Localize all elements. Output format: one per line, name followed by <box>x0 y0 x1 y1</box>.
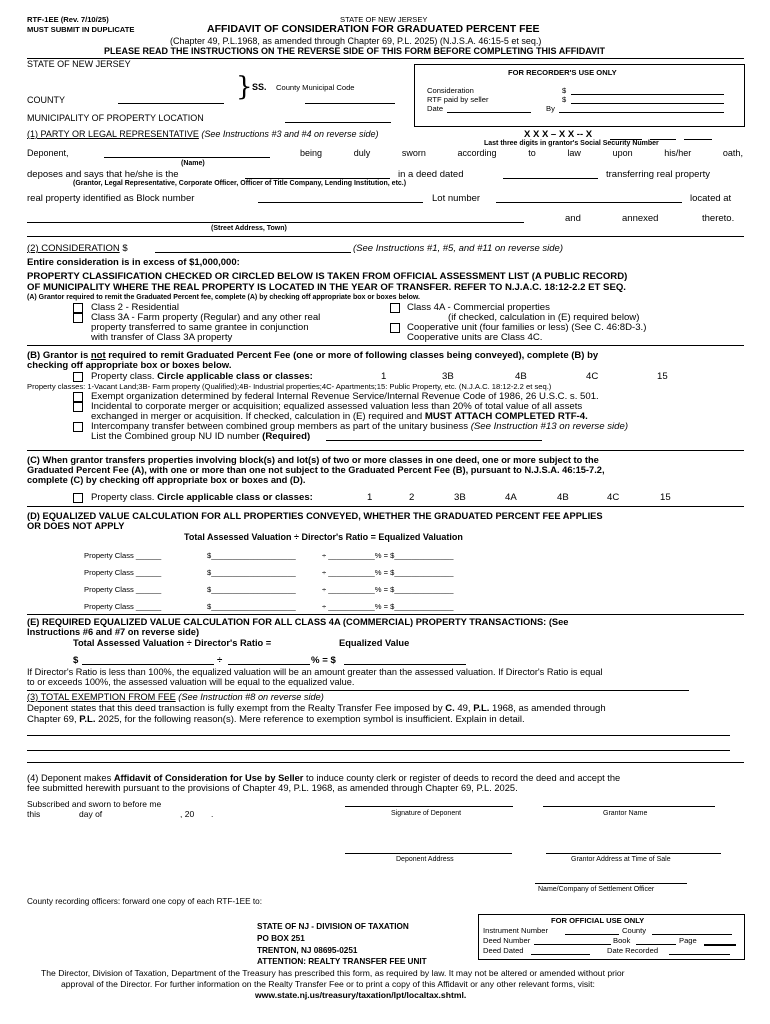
deponent-line <box>300 148 743 159</box>
d-row-1-assessed[interactable]: $____________________ <box>207 551 296 560</box>
word-oath: oath, <box>722 148 743 158</box>
director-note-2: approval of the Director. For further information on the Realty Transfer Fee or to print a copy of this Affidavit or any other relevant forms, visit: <box>61 979 595 989</box>
c-class-15[interactable]: 15 <box>660 492 671 503</box>
class-3a-line-3: with transfer of Class 3A property <box>91 332 233 343</box>
section-d-formula: Total Assessed Valuation ÷ Director's Ratio = Equalized Valuation <box>184 532 463 542</box>
deposes-text-a: deposes and says that he/she is the <box>27 169 179 180</box>
address-line-2: PO BOX 251 <box>257 934 305 943</box>
b-class-4b[interactable]: 4B <box>515 371 527 382</box>
d-row-4-ratio[interactable]: ÷ ___________% = $______________ <box>322 602 454 611</box>
official-use-title: FOR OFFICIAL USE ONLY <box>551 916 645 925</box>
deponent-word: Deponent, <box>27 148 69 158</box>
e-ratio-field[interactable] <box>228 664 310 665</box>
page-label: Page <box>679 936 697 945</box>
section-a-intro: (A) Grantor required to remit the Graduated Percent fee, complete (A) by checking off appropriate box or boxes below. <box>27 294 420 301</box>
class-4a-line-2: (if checked, calculation in (E) required below) <box>448 312 640 323</box>
ratio-note-1: If Director's Ratio is less than 100%, the equalized valuation will be an amount greater than the assessed valuation. If Director's Ratio is equal <box>27 667 603 677</box>
e-calc-dollar: $ <box>73 655 79 666</box>
d-row-1-ratio[interactable]: ÷ ___________% = $______________ <box>322 551 454 560</box>
section-b-prop-class-checkbox[interactable] <box>73 372 83 382</box>
cooperative-line-2: Cooperative units are Class 4C. <box>407 332 543 343</box>
ss-label: SS. <box>252 82 267 92</box>
grantor-role-field[interactable] <box>245 178 390 179</box>
and-label: and <box>565 213 581 224</box>
instructions-notice: PLEASE READ THE INSTRUCTIONS ON THE REVERSE SIDE OF THIS FORM BEFORE COMPLETING THIS AFFIDAVIT <box>104 46 606 56</box>
c-class-4a[interactable]: 4A <box>505 492 517 503</box>
intercompany-line-1: Intercompany transfer between combined group members as part of the unitary business (See Instruction #13 on reverse side) <box>91 421 629 432</box>
s4-text-2: fee submitted herewith pursuant to the provisions of Chapter 49, P.L. 1968, as amended through Chapter 69, P.L. 2025. <box>27 783 518 793</box>
grantor-label: (Grantor, Legal Representative, Corporate Officer, Officer of Title Company, Lending Institution, etc.) <box>73 180 407 187</box>
deponent-signature-field[interactable] <box>345 806 513 807</box>
ratio-note-2: to or exceeds 100%, the assessed valuation will be equal to the equalized value. <box>27 677 355 687</box>
sig-deponent-label: Signature of Deponent <box>391 810 462 817</box>
deponent-address-label: Deponent Address <box>396 856 454 863</box>
excess-label: Entire consideration is in excess of $1,000,000: <box>27 257 240 268</box>
address-line-1: STATE OF NJ - DIVISION OF TAXATION <box>257 922 409 931</box>
s4-text-1: (4) Deponent makes Affidavit of Consideration for Use by Seller to induce county clerk or register of deeds to record the deed and accept the <box>27 773 621 783</box>
county-label: COUNTY <box>27 95 65 105</box>
section-e-line-1: (E) REQUIRED EQUALIZED VALUE CALCULATION FOR ALL CLASS 4A (COMMERCIAL) PROPERTY TRANSACTIONS: (See <box>27 617 569 627</box>
section-d-line-2: OR DOES NOT APPLY <box>27 521 125 531</box>
book-label: Book <box>613 936 631 945</box>
forward-instruction: County recording officers: forward one copy of each RTF-1EE to: <box>27 897 262 906</box>
date-recorded-field[interactable] <box>669 954 730 955</box>
c-class-4c[interactable]: 4C <box>607 492 620 503</box>
class-3a-checkbox[interactable] <box>73 313 83 323</box>
exempt-org-label: Exempt organization determined by federal Internal Revenue Service/Internal Revenue Code of 1986, 26 U.S.C. s. 501. <box>91 391 599 402</box>
d-row-4-assessed[interactable]: $____________________ <box>207 602 296 611</box>
e-assessed-field[interactable] <box>82 664 214 665</box>
section-c-line-1: (C) When grantor transfers properties involving block(s) and lot(s) of two or more classes in one deed, one or more subject to the <box>27 455 599 465</box>
deponent-name-field[interactable] <box>104 157 270 158</box>
word-sworn: sworn <box>401 148 426 158</box>
b-class-4c[interactable]: 4C <box>586 371 599 382</box>
section-d-line-1: (D) EQUALIZED VALUE CALCULATION FOR ALL PROPERTIES CONVEYED, WHETHER THE GRADUATED PERCENT FEE APPLIES <box>27 511 603 521</box>
grantor-name-label: Grantor Name <box>603 810 648 817</box>
book-field[interactable] <box>636 944 676 945</box>
classification-line-1: PROPERTY CLASSIFICATION CHECKED OR CIRCLED BELOW IS TAKEN FROM OFFICIAL ASSESSMENT LIST (A PUBLIC RECORD) <box>27 271 628 282</box>
word-according: according <box>457 148 497 158</box>
b-class-3b[interactable]: 3B <box>442 371 454 382</box>
year-dot: . <box>211 809 214 819</box>
b-class-15[interactable]: 15 <box>657 371 668 382</box>
deed-dated-label: Deed Dated <box>483 946 524 955</box>
ssn-placeholder: X X X – X X -- X <box>524 129 593 140</box>
section-e-formula-a: Total Assessed Valuation ÷ Director's Ratio = <box>73 638 272 648</box>
street-label: (Street Address, Town) <box>211 225 287 232</box>
name-label: (Name) <box>181 160 205 167</box>
grantor-address-label: Grantor Address at Time of Sale <box>571 856 671 863</box>
incidental-merger-checkbox[interactable] <box>73 402 83 412</box>
d-row-4-class[interactable]: Property Class ______ <box>84 602 162 611</box>
exempt-org-checkbox[interactable] <box>73 392 83 402</box>
e-equalized-field[interactable] <box>344 664 466 665</box>
section-e-line-2: Instructions #6 and #7 on reverse side) <box>27 627 200 637</box>
s2-dollar: $ <box>122 243 128 254</box>
section-c-prop-class-label: Property class. Circle applicable class or classes: <box>91 492 313 503</box>
cooperative-checkbox[interactable] <box>390 323 400 333</box>
class-2-label: Class 2 - Residential <box>91 302 179 313</box>
exemption-reason-line-1[interactable] <box>27 735 730 736</box>
thereto-label: thereto. <box>702 213 735 224</box>
consideration-amount-field[interactable] <box>155 252 351 253</box>
e-calc-divide: ÷ <box>217 655 223 666</box>
page-field[interactable] <box>704 944 736 946</box>
recorder-dollar-2: $ <box>562 95 567 104</box>
form-id: RTF-1EE (Rev. 7/10/25) <box>27 15 109 24</box>
deponent-address-field[interactable] <box>345 853 512 854</box>
deed-number-field[interactable] <box>534 944 611 945</box>
recorder-date-field[interactable] <box>447 112 531 113</box>
section-b-prop-class-label: Property class. Circle applicable class or classes: <box>91 371 313 382</box>
d-row-2-class[interactable]: Property Class ______ <box>84 568 162 577</box>
located-label: located at <box>690 193 732 204</box>
subscribed-label: Subscribed and sworn to before me <box>27 799 162 809</box>
this-label: this <box>27 809 41 819</box>
nu-id-field[interactable] <box>326 440 542 441</box>
year-label: , 20 <box>180 809 195 819</box>
recorder-by-label: By <box>546 104 555 113</box>
grantor-name-field[interactable] <box>543 806 715 807</box>
address-line-3: TRENTON, NJ 08695-0251 <box>257 946 358 955</box>
section-c-prop-class-checkbox[interactable] <box>73 493 83 503</box>
website-link[interactable]: www.state.nj.us/treasury/taxation/lpt/localtax.shtml. <box>255 990 467 1000</box>
cooperative-line-1: Cooperative unit (four families or less) (See C. 46:8D-3.) <box>407 322 647 333</box>
recorder-rtf-label: RTF paid by seller <box>427 95 489 104</box>
recorder-dollar-1: $ <box>562 86 567 95</box>
annexed-label: annexed <box>622 213 659 224</box>
d-row-2-assessed[interactable]: $____________________ <box>207 568 296 577</box>
grantor-address-field[interactable] <box>546 853 721 854</box>
lot-label: Lot number <box>432 193 481 204</box>
recorder-date-label: Date <box>427 104 444 113</box>
c-class-2[interactable]: 2 <box>409 492 415 503</box>
b-class-1[interactable]: 1 <box>381 371 387 382</box>
duplicate-notice: MUST SUBMIT IN DUPLICATE <box>27 25 135 34</box>
s1-heading: (1) PARTY OR LEGAL REPRESENTATIVE <box>27 129 199 139</box>
class-2-checkbox[interactable] <box>73 303 83 313</box>
c-class-4b[interactable]: 4B <box>557 492 569 503</box>
deposes-text-c: transferring real property <box>606 169 711 180</box>
d-row-2-ratio[interactable]: ÷ ___________% = $______________ <box>322 568 454 577</box>
section-c-line-3: complete (C) by checking off appropriate box or boxes and (D). <box>27 475 306 485</box>
block-label: real property identified as Block number <box>27 193 195 204</box>
d-row-3-ratio[interactable]: ÷ ___________% = $______________ <box>322 585 454 594</box>
official-county-field[interactable] <box>652 934 732 935</box>
section-b-intro-2: checking off appropriate box or boxes below. <box>27 360 232 371</box>
chapter-citation: (Chapter 49, P.L.1968, as amended through Chapter 69, P.L. 2025) (N.J.S.A. 46:15-5 et seq.) <box>170 36 542 46</box>
official-use-box <box>478 914 745 960</box>
s1-heading-wrap <box>27 129 379 140</box>
settlement-officer-field[interactable] <box>535 883 687 884</box>
ssn-digit-3[interactable] <box>684 139 712 140</box>
d-row-1-class[interactable]: Property Class ______ <box>84 551 162 560</box>
official-county-label: County <box>622 926 647 935</box>
deed-date-field[interactable] <box>503 178 598 179</box>
property-classes-legend: Property classes: 1-Vacant Land;3B- Farm property (Qualified);4B- Industrial properties;4C- Apartments;15: Public Property, etc. (N.J.A.C. 18:12-2.2 et seq.) <box>27 382 552 391</box>
county-field[interactable] <box>118 103 224 104</box>
instrument-number-label: Instrument Number <box>483 926 548 935</box>
s1-note: (See Instructions #3 and #4 on reverse side) <box>201 129 379 139</box>
municipal-code-field[interactable] <box>305 103 395 104</box>
s3-heading: (3) TOTAL EXEMPTION FROM FEE <box>27 692 176 702</box>
class-4a-line-1: Class 4A - Commercial properties <box>407 302 550 313</box>
class-3a-line-2: property transferred to same grantee in conjunction <box>91 322 309 333</box>
s2-note: (See Instructions #1, #5, and #11 on reverse side) <box>353 243 564 254</box>
lot-number-field[interactable] <box>496 202 682 203</box>
word-upon: upon <box>612 148 633 158</box>
d-row-3-class[interactable]: Property Class ______ <box>84 585 162 594</box>
s3-note: (See Instruction #8 on reverse side) <box>178 692 324 702</box>
intercompany-checkbox[interactable] <box>73 422 83 432</box>
recorder-title: FOR RECORDER'S USE ONLY <box>508 68 617 77</box>
form-title: AFFIDAVIT OF CONSIDERATION FOR GRADUATED PERCENT FEE <box>207 23 540 35</box>
word-law: law <box>567 148 581 158</box>
street-address-field[interactable] <box>27 222 524 223</box>
municipality-label: MUNICIPALITY OF PROPERTY LOCATION <box>27 113 204 123</box>
recorder-use-box <box>414 64 745 127</box>
section-b-intro-1: (B) Grantor is not required to remit Graduated Percent Fee (one or more of following classes being conveyed), complete (B) by <box>27 350 599 361</box>
deed-dated-field[interactable] <box>531 954 590 955</box>
s3-text-2: Chapter 69, P.L. 2025, for the following reason(s). Mere reference to exemption symbol is insufficient. Explain in detail. <box>27 714 525 725</box>
s3-text-1: Deponent states that this deed transaction is fully exempt from the Realty Transfer Fee imposed by C. 49, P.L. 1968, as amended through <box>27 703 606 714</box>
c-class-1[interactable]: 1 <box>367 492 373 503</box>
municipal-code-label: County Municipal Code <box>276 83 355 92</box>
brace-icon: } <box>236 72 253 102</box>
word-duly: duly <box>353 148 371 158</box>
s2-heading-wrap <box>27 243 128 254</box>
block-number-field[interactable] <box>258 202 423 203</box>
recorder-by-field[interactable] <box>559 112 724 113</box>
instrument-number-field[interactable] <box>565 934 619 935</box>
address-line-4: ATTENTION: REALTY TRANSFER FEE UNIT <box>257 957 427 966</box>
venue-state: STATE OF NEW JERSEY <box>27 59 131 69</box>
intercompany-line-2: List the Combined group NU ID number (Required) <box>91 431 311 442</box>
incidental-line-1: Incidental to corporate merger or acquisition; equalized assessed valuation less than 20% of total value of all assets <box>91 401 583 412</box>
recorder-consideration-field[interactable] <box>571 94 724 95</box>
word-hisher: his/her <box>664 148 692 158</box>
class-4a-checkbox[interactable] <box>390 303 400 313</box>
word-being: being <box>300 148 323 158</box>
exemption-reason-line-2[interactable] <box>27 750 730 751</box>
director-note-1: The Director, Division of Taxation, Department of the Treasury has prescribed this form, as required by law. It may not be altered or amended without prior <box>41 968 625 978</box>
recorder-rtf-field[interactable] <box>571 103 724 104</box>
recorder-consideration-label: Consideration <box>427 86 474 95</box>
s3-heading-wrap <box>27 692 324 703</box>
word-to: to <box>528 148 536 158</box>
class-3a-line-1: Class 3A - Farm property (Regular) and any other real <box>91 312 321 323</box>
incidental-line-2: exchanged in merger or acquisition. If checked, calculation in (E) required and MUST ATTACH COMPLETED RTF-4. <box>91 411 588 422</box>
section-e-formula-b: Equalized Value <box>339 638 410 648</box>
deed-number-label: Deed Number <box>483 936 531 945</box>
s2-heading: (2) CONSIDERATION <box>27 243 120 254</box>
header-state: STATE OF NEW JERSEY <box>340 15 428 24</box>
c-class-3b[interactable]: 3B <box>454 492 466 503</box>
section-c-line-2: Graduated Percent Fee (A), with one or more than one not subject to the Graduated Percent Fee (B), pursuant to N.J.S.A. 46:15-7.2, <box>27 465 605 475</box>
e-calc-equals: % = $ <box>311 655 336 666</box>
day-of-label: day of <box>79 809 103 819</box>
date-recorded-label: Date Recorded <box>607 946 659 955</box>
classification-line-2: OF MUNICIPALITY WHERE THE REAL PROPERTY IS LOCATED IN THE YEAR OF TRANSFER. REFER TO N.J.A.C. 18:12-2.2 ET SEQ. <box>27 282 626 293</box>
deposes-text-b: in a deed dated <box>398 169 464 180</box>
d-row-3-assessed[interactable]: $____________________ <box>207 585 296 594</box>
settlement-officer-label: Name/Company of Settlement Officer <box>538 886 655 893</box>
ssn-note: Last three digits in grantor's Social Security Number <box>484 140 659 147</box>
municipality-field[interactable] <box>285 122 391 123</box>
